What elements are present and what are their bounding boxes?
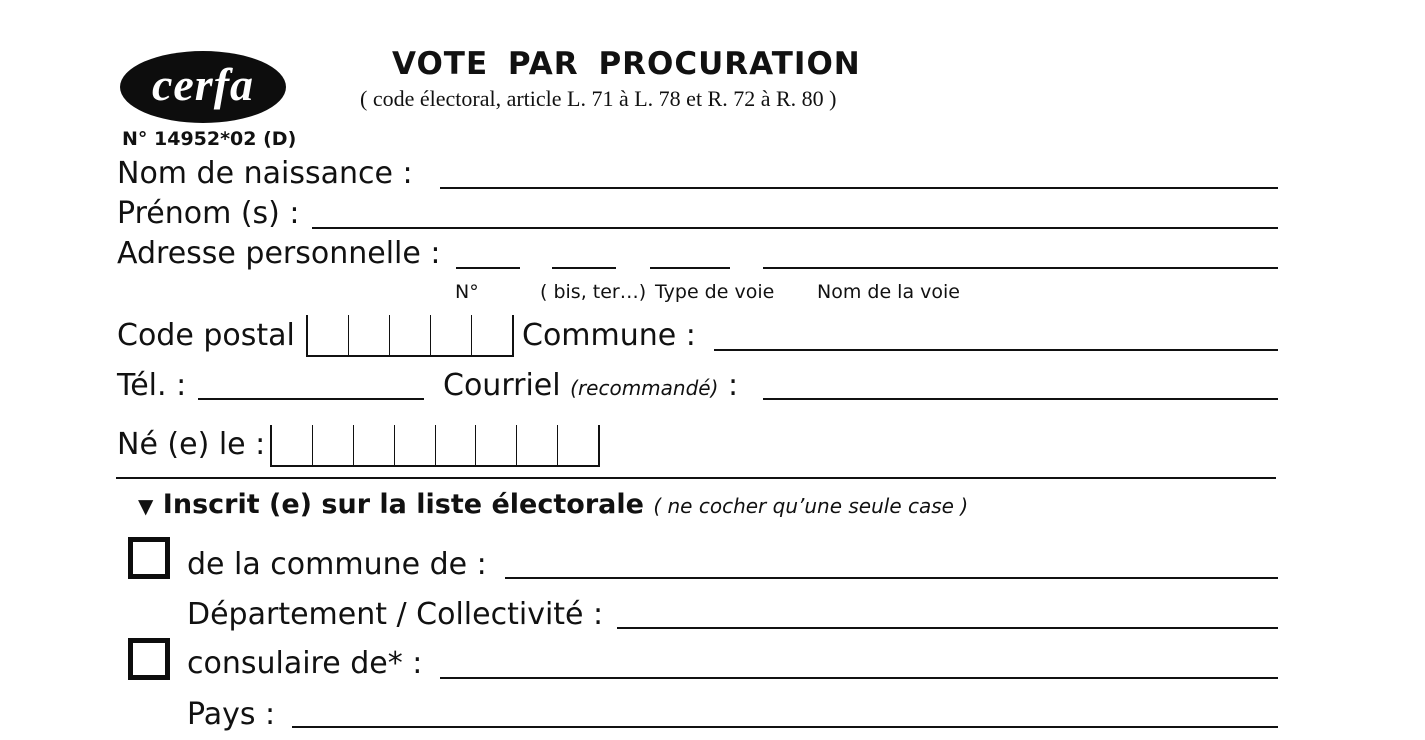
postal-code-digit[interactable]	[431, 315, 472, 355]
address-label: Adresse personnelle :	[117, 236, 441, 271]
birth-date-digit[interactable]	[517, 425, 558, 465]
postal-code-digit[interactable]	[472, 315, 512, 355]
commune-option-label: de la commune de :	[187, 547, 487, 582]
birth-date-digit[interactable]	[436, 425, 477, 465]
department-label: Département / Collectivité :	[187, 597, 604, 632]
triangle-down-icon: ▼	[138, 494, 154, 518]
birth-date-digit[interactable]	[272, 425, 313, 465]
consular-option-checkbox[interactable]	[128, 638, 170, 680]
postal-code-boxes[interactable]	[306, 315, 514, 357]
consular-field[interactable]	[440, 677, 1278, 679]
address-street-name-field[interactable]	[763, 267, 1278, 269]
phone-label: Tél. :	[117, 368, 187, 403]
page-title: VOTE PAR PROCURATION	[392, 46, 861, 82]
cerfa-logo	[120, 51, 286, 123]
country-field[interactable]	[292, 726, 1278, 728]
postal-code-digit[interactable]	[308, 315, 349, 355]
birth-date-digit[interactable]	[558, 425, 598, 465]
birth-date-digit[interactable]	[354, 425, 395, 465]
postal-code-digit[interactable]	[390, 315, 431, 355]
form-number: N° 14952*02 (D)	[122, 128, 297, 150]
registration-note: ( ne cocher qu’une seule case )	[653, 494, 969, 518]
birth-name-field[interactable]	[440, 187, 1278, 189]
commune-field[interactable]	[714, 349, 1278, 351]
birth-date-label: Né (e) le :	[117, 427, 266, 462]
postal-code-label: Code postal	[117, 318, 295, 353]
email-field[interactable]	[763, 398, 1278, 400]
birth-name-label: Nom de naissance :	[117, 156, 413, 191]
email-colon: :	[727, 368, 739, 403]
phone-field[interactable]	[198, 398, 424, 400]
address-suffix-field[interactable]	[552, 267, 616, 269]
birth-date-boxes[interactable]	[270, 425, 600, 467]
section-divider	[116, 477, 1276, 479]
country-label: Pays :	[187, 697, 276, 732]
department-field[interactable]	[617, 627, 1278, 629]
address-number-caption: N°	[455, 281, 479, 303]
email-label	[443, 368, 738, 403]
commune-option-checkbox[interactable]	[128, 537, 170, 579]
registration-commune-field[interactable]	[505, 577, 1278, 579]
registration-heading-text: Inscrit (e) sur la liste électorale	[162, 489, 644, 520]
address-street-name-caption: Nom de la voie	[817, 281, 960, 303]
commune-label: Commune :	[522, 318, 696, 353]
birth-date-digit[interactable]	[395, 425, 436, 465]
address-street-type-field[interactable]	[650, 267, 730, 269]
first-names-label: Prénom (s) :	[117, 196, 300, 231]
email-note: (recommandé)	[570, 376, 719, 400]
address-suffix-caption: ( bis, ter…)	[540, 281, 647, 303]
email-label-text: Courriel	[443, 368, 561, 403]
consular-option-label: consulaire de* :	[187, 646, 423, 681]
address-street-type-caption: Type de voie	[655, 281, 775, 303]
postal-code-digit[interactable]	[349, 315, 390, 355]
registration-heading	[138, 489, 968, 520]
birth-date-digit[interactable]	[313, 425, 354, 465]
address-number-field[interactable]	[456, 267, 520, 269]
first-names-field[interactable]	[312, 227, 1278, 229]
birth-date-digit[interactable]	[476, 425, 517, 465]
page-subtitle: ( code électoral, article L. 71 à L. 78 et R. 72 à R. 80 )	[360, 86, 837, 111]
cerfa-logo-text: cerfa	[151, 58, 255, 110]
